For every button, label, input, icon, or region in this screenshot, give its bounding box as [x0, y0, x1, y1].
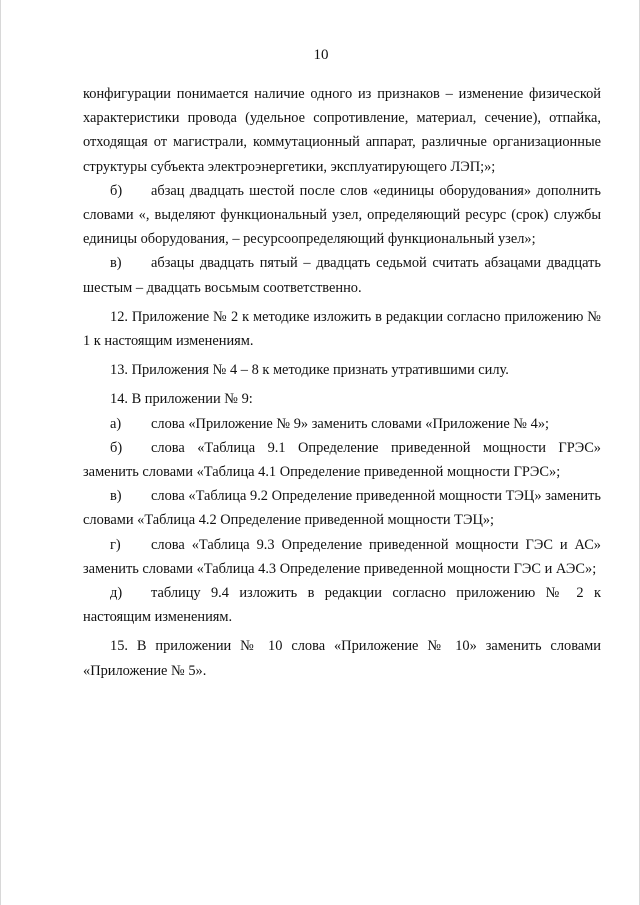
list-item-text: слова «Таблица 9.3 Определение приведенной мощности ГЭС и АС» заменить словами «Таблица 4.3 Определение приведенной мощности ГЭС и АЭС»; — [83, 536, 601, 577]
paragraph-text: 14. В приложении № 9: — [110, 391, 253, 408]
paragraph-continuation — [83, 82, 601, 179]
document-body — [83, 82, 601, 683]
list-item-text: слова «Таблица 9.2 Определение приведенной мощности ТЭЦ» заменить словами «Таблица 4.2 Определение приведенной мощности ТЭЦ»; — [83, 488, 601, 529]
list-marker: д) — [110, 585, 123, 602]
list-item-text: абзац двадцать шестой после слов «единицы оборудования» дополнить словами «, выделяют функциональный узел, определяющий ресурс (срок) службы единицы оборудования, – ресурсоопределяющий функциональный узел»; — [83, 182, 601, 248]
list-item-v — [83, 251, 601, 299]
list-item-text: таблицу 9.4 изложить в редакции согласно приложению № 2 к настоящим изменениям. — [83, 585, 601, 626]
page-number: 10 — [313, 47, 329, 63]
paragraph-text: 12. Приложение № 2 к методике изложить в редакции согласно приложению № 1 к настоящим изменениям. — [83, 308, 601, 350]
list-item-a — [83, 412, 601, 436]
list-item-g — [83, 533, 601, 581]
list-marker: а) — [110, 415, 122, 432]
list-item-v — [83, 484, 601, 532]
list-marker: б) — [110, 182, 123, 199]
list-item-b — [83, 436, 601, 484]
list-item-text: абзацы двадцать пятый – двадцать седьмой считать абзацами двадцать шестым – двадцать восьмым соответственно. — [83, 255, 601, 296]
list-marker: в) — [110, 488, 122, 505]
list-item-b — [83, 179, 601, 252]
list-item-d — [83, 581, 601, 629]
list-item-text: слова «Таблица 9.1 Определение приведенной мощности ГРЭС» заменить словами «Таблица 4.1 Определение приведенной мощности ГРЭС»; — [83, 439, 601, 481]
paragraph-point-14 — [83, 387, 601, 411]
paragraph-point-13 — [83, 358, 601, 382]
list-marker: в) — [110, 255, 122, 272]
paragraph-text: 13. Приложения № 4 – 8 к методике признать утратившими силу. — [110, 362, 509, 379]
list-marker: г) — [110, 536, 121, 553]
paragraph-text: 15. В приложении № 10 слова «Приложение № 10» заменить словами «Приложение № 5». — [83, 638, 601, 679]
paragraph-text: конфигурации понимается наличие одного из признаков – изменение физической характеристики провода (удельное сопротивление, материал, сечение), отпайка, отходящая от магистрали, коммутационный аппарат, различные организационные структуры субъекта электроэнергетики, эксплуатирующего ЛЭП;»; — [83, 86, 601, 175]
paragraph-point-12 — [83, 305, 601, 353]
paragraph-point-15 — [83, 634, 601, 682]
list-item-text: слова «Приложение № 9» заменить словами «Приложение № 4»; — [151, 415, 550, 432]
list-marker: б) — [110, 439, 123, 456]
